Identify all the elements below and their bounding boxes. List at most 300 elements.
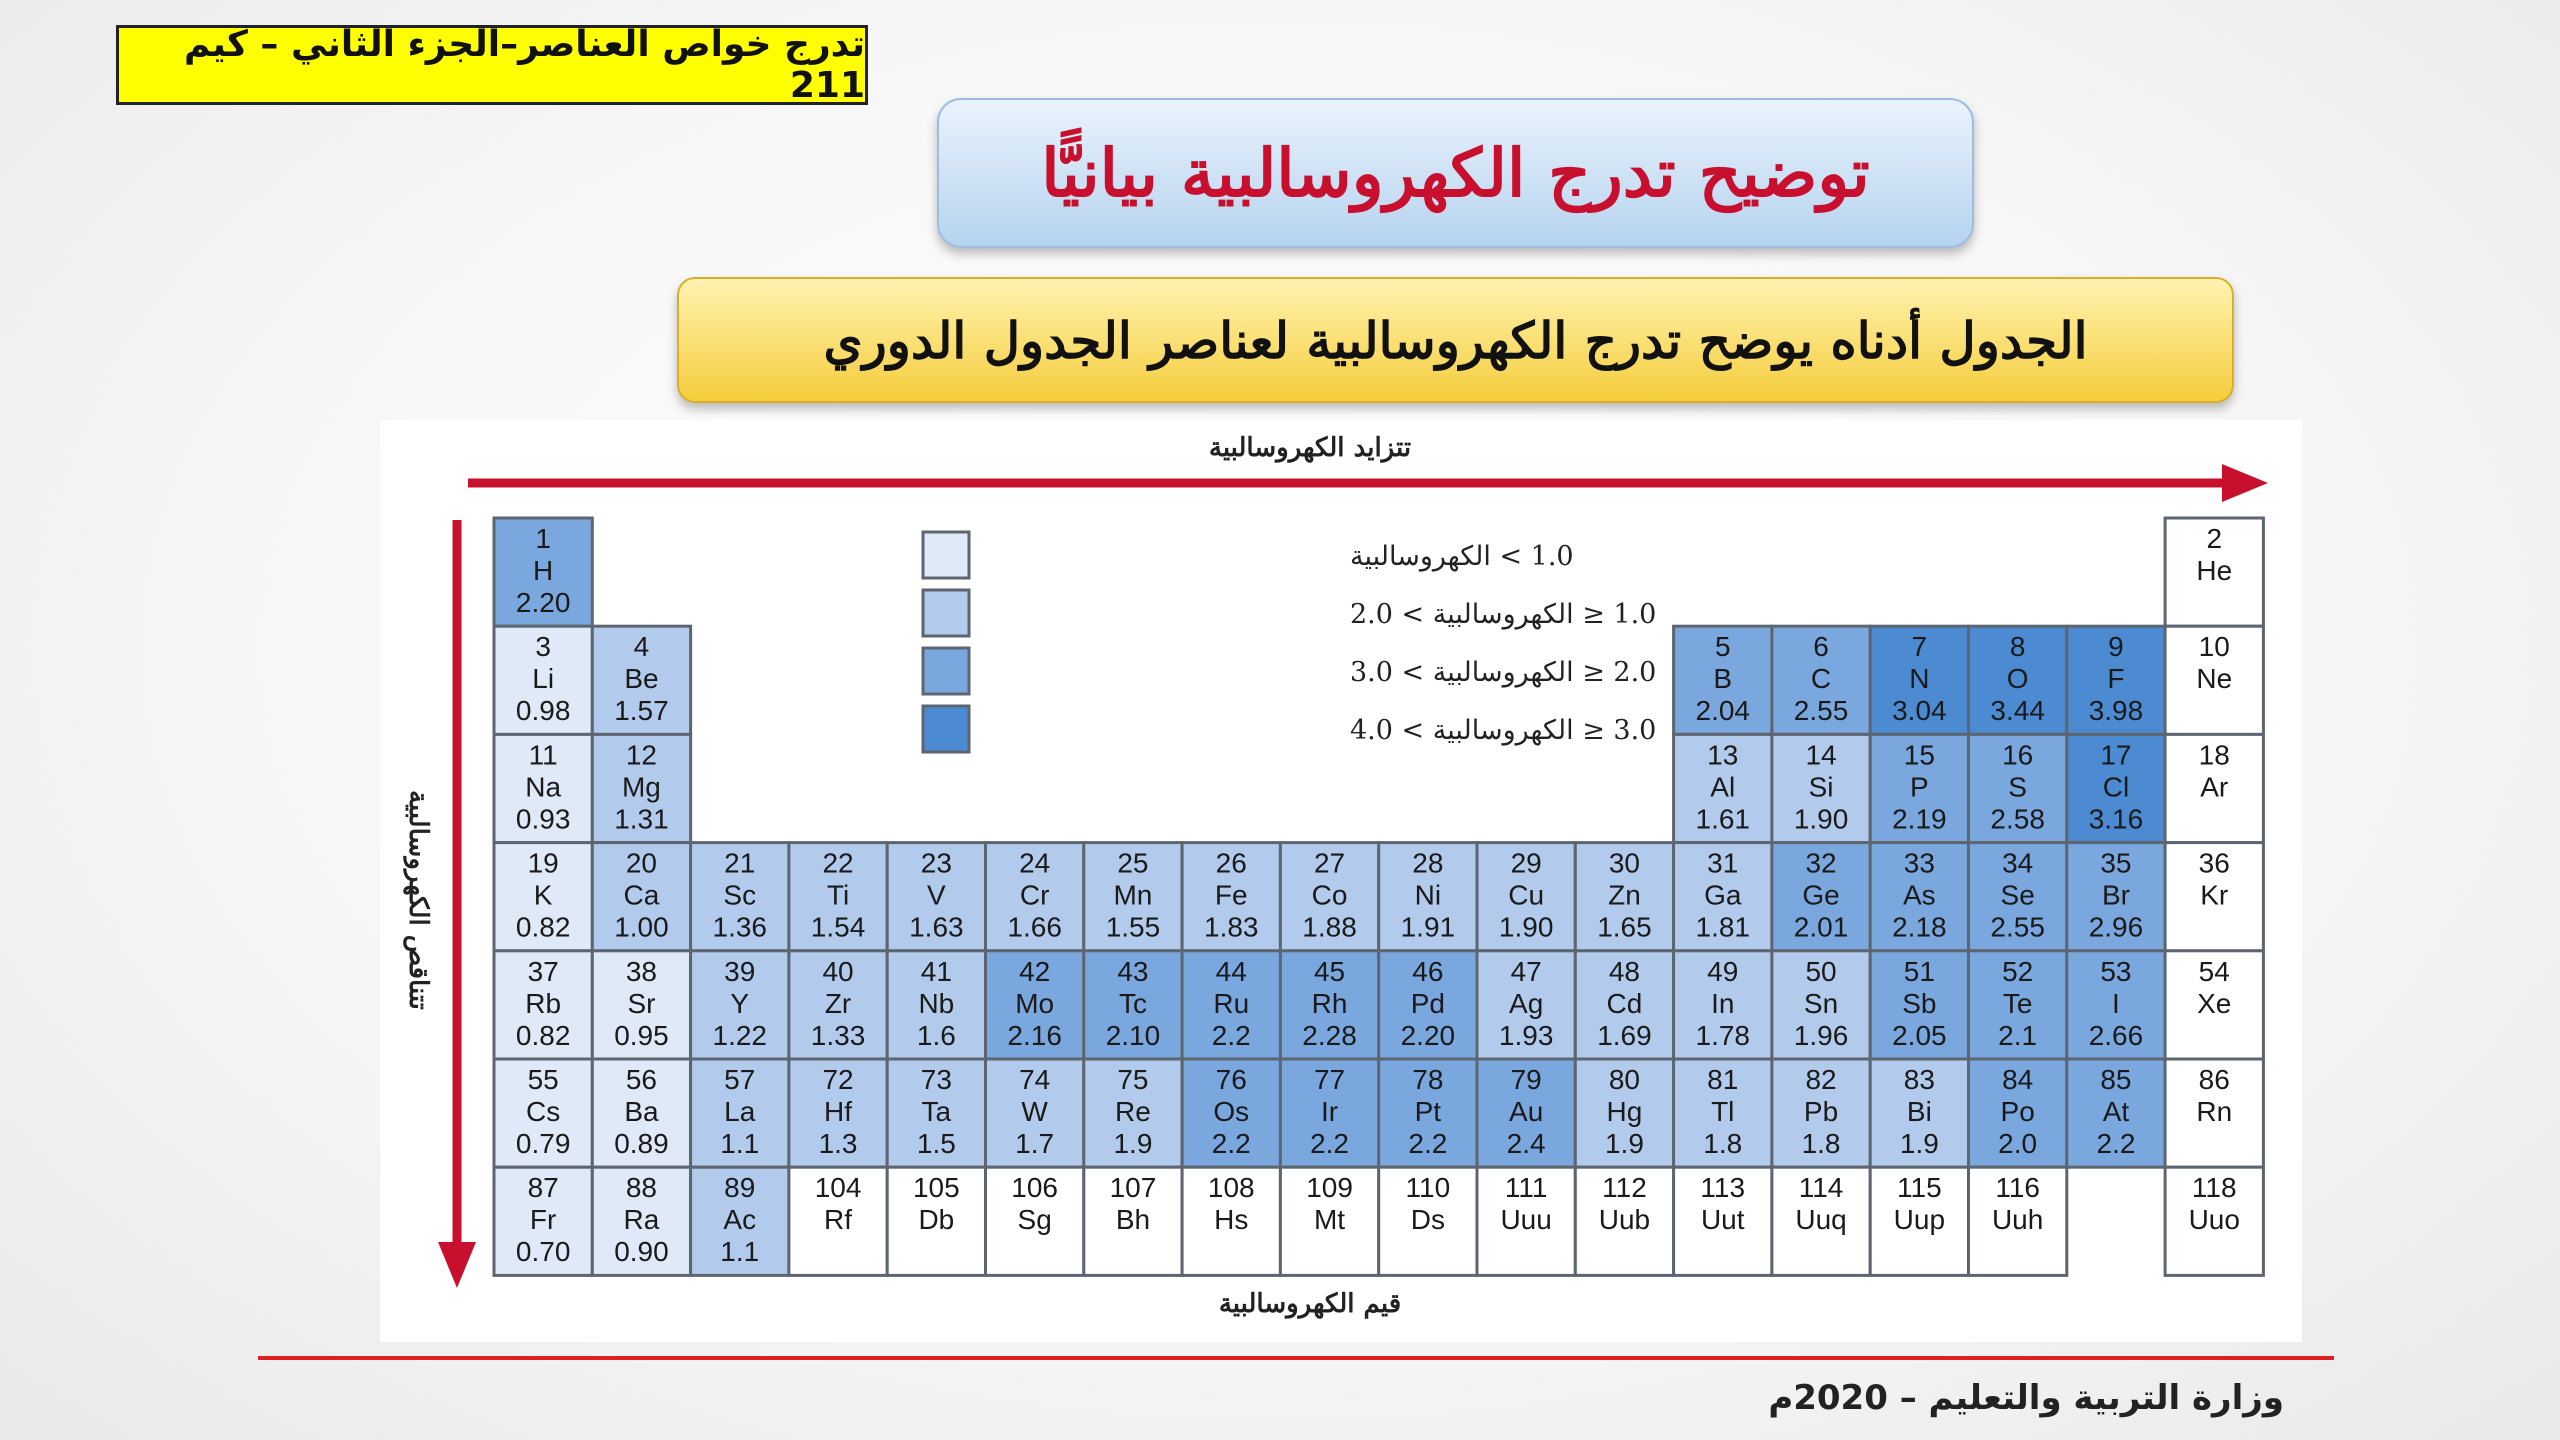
atomic-number: 5 bbox=[1714, 631, 1731, 663]
element-symbol: Uuo bbox=[2188, 1204, 2240, 1236]
electronegativity-value: 1.31 bbox=[614, 803, 669, 835]
element-symbol: Ga bbox=[1704, 879, 1742, 911]
element-symbol: Mg bbox=[621, 771, 661, 803]
element-cell-zr bbox=[789, 951, 887, 1059]
element-symbol: Te bbox=[2002, 987, 2033, 1019]
atomic-number: 72 bbox=[822, 1064, 854, 1095]
atomic-number: 74 bbox=[1019, 1064, 1051, 1095]
element-symbol: Fe bbox=[1214, 879, 1248, 911]
atomic-number: 82 bbox=[1805, 1064, 1837, 1095]
atomic-number: 17 bbox=[2100, 739, 2132, 771]
atomic-number: 115 bbox=[1897, 1172, 1942, 1204]
footer-divider bbox=[258, 1356, 2334, 1360]
course-tag: تدرج خواص العناصر–الجزء الثاني – كيم 211 bbox=[116, 25, 868, 105]
element-cell-hs bbox=[1182, 1167, 1280, 1275]
element-cell-sg bbox=[986, 1167, 1084, 1275]
element-cell-pb bbox=[1772, 1059, 1870, 1167]
electronegativity-value: 1.6 bbox=[916, 1019, 956, 1051]
electronegativity-value: 1.9 bbox=[1604, 1128, 1644, 1159]
element-cell-uuu bbox=[1477, 1167, 1575, 1275]
electronegativity-value: 3.44 bbox=[1990, 695, 2045, 727]
electronegativity-value: 1.7 bbox=[1015, 1128, 1055, 1159]
element-symbol: Mn bbox=[1113, 879, 1153, 911]
element-symbol: Br bbox=[2101, 879, 2130, 911]
element-symbol: Ne bbox=[2196, 663, 2233, 695]
element-symbol: Xe bbox=[2197, 987, 2232, 1019]
element-cell-h bbox=[494, 518, 592, 626]
atomic-number: 8 bbox=[2009, 631, 2026, 663]
electronegativity-value: 2.2 bbox=[1408, 1128, 1448, 1159]
element-cell-uuq bbox=[1772, 1167, 1870, 1275]
atomic-number: 21 bbox=[724, 847, 756, 879]
legend-swatch-1 bbox=[923, 532, 969, 578]
element-cell-zn bbox=[1575, 843, 1673, 951]
electronegativity-value: 2.10 bbox=[1105, 1019, 1161, 1051]
atomic-number: 52 bbox=[2002, 955, 2034, 987]
element-symbol: Bi bbox=[1906, 1096, 1932, 1127]
element-cell-cl bbox=[2067, 734, 2165, 842]
element-symbol: At bbox=[2102, 1096, 2130, 1127]
atomic-number: 43 bbox=[1117, 955, 1149, 987]
legend-label-3: 2.0 ≤ الكهروسالبية > 3.0 bbox=[1350, 657, 1657, 688]
element-cell-sn bbox=[1772, 951, 1870, 1059]
electronegativity-value: 3.16 bbox=[2088, 803, 2144, 835]
element-cell-k bbox=[494, 843, 592, 951]
element-cell-sc bbox=[691, 843, 789, 951]
atomic-number: 23 bbox=[920, 847, 952, 879]
atomic-number: 47 bbox=[1510, 955, 1542, 987]
element-cell-s bbox=[1969, 734, 2067, 842]
element-cell-si bbox=[1772, 734, 1870, 842]
element-symbol: Db bbox=[918, 1204, 955, 1236]
atomic-number: 18 bbox=[2198, 739, 2230, 771]
electronegativity-value: 3.04 bbox=[1892, 695, 1947, 727]
element-cell-ru bbox=[1182, 951, 1280, 1059]
atomic-number: 15 bbox=[1903, 739, 1935, 771]
atomic-number: 48 bbox=[1608, 955, 1641, 987]
element-symbol: Uuq bbox=[1795, 1204, 1847, 1236]
element-cell-rb bbox=[494, 951, 592, 1059]
element-symbol: Bh bbox=[1115, 1204, 1151, 1236]
element-cell-bi bbox=[1870, 1059, 1968, 1167]
atomic-number: 106 bbox=[1011, 1172, 1059, 1204]
element-symbol: Rf bbox=[824, 1204, 853, 1236]
atomic-number: 114 bbox=[1798, 1172, 1844, 1204]
atomic-number: 56 bbox=[625, 1064, 658, 1095]
element-symbol: Ru bbox=[1213, 987, 1250, 1019]
element-cell-br bbox=[2067, 843, 2165, 951]
electronegativity-value: 2.05 bbox=[1892, 1019, 1947, 1051]
element-symbol: Uuh bbox=[1991, 1204, 2044, 1236]
decrease-arrow-head bbox=[438, 1242, 476, 1288]
element-cell-uub bbox=[1575, 1167, 1673, 1275]
electronegativity-value: 2.04 bbox=[1695, 695, 1750, 727]
element-symbol: Au bbox=[1509, 1096, 1544, 1127]
element-symbol: He bbox=[2196, 555, 2233, 586]
atomic-number: 55 bbox=[527, 1064, 559, 1095]
atomic-number: 33 bbox=[1903, 847, 1935, 879]
atomic-number: 37 bbox=[527, 955, 559, 987]
element-symbol: Po bbox=[2000, 1096, 2035, 1127]
atomic-number: 78 bbox=[1412, 1064, 1444, 1095]
element-symbol: Mt bbox=[1313, 1204, 1346, 1236]
atomic-number: 38 bbox=[625, 955, 658, 987]
element-cell-rn bbox=[2165, 1059, 2263, 1167]
electronegativity-value: 1.96 bbox=[1793, 1019, 1849, 1051]
electronegativity-value: 1.9 bbox=[1899, 1128, 1939, 1159]
atomic-number: 73 bbox=[920, 1064, 952, 1095]
footer-text: وزارة التربية والتعليم – 2020م bbox=[1768, 1378, 2284, 1418]
electronegativity-value: 2.01 bbox=[1793, 911, 1849, 943]
electronegativity-value: 1.90 bbox=[1498, 911, 1554, 943]
element-cells bbox=[494, 518, 2263, 1275]
atomic-number: 26 bbox=[1215, 847, 1247, 879]
element-symbol: F bbox=[2107, 663, 2125, 695]
atomic-number: 76 bbox=[1215, 1064, 1247, 1095]
atomic-number: 51 bbox=[1903, 955, 1935, 987]
atomic-number: 4 bbox=[633, 631, 650, 663]
atomic-number: 110 bbox=[1405, 1172, 1451, 1204]
element-symbol: Ir bbox=[1320, 1096, 1339, 1127]
element-cell-uuo bbox=[2165, 1167, 2263, 1275]
electronegativity-value: 0.89 bbox=[614, 1128, 669, 1159]
element-cell-p bbox=[1870, 734, 1968, 842]
atomic-number: 30 bbox=[1608, 847, 1641, 879]
element-symbol: Ti bbox=[826, 879, 850, 911]
atomic-number: 20 bbox=[625, 847, 658, 879]
element-cell-he bbox=[2165, 518, 2263, 626]
atomic-number: 28 bbox=[1412, 847, 1444, 879]
electronegativity-value: 1.36 bbox=[712, 911, 767, 943]
element-cell-rh bbox=[1280, 951, 1378, 1059]
element-cell-be bbox=[592, 626, 690, 734]
electronegativity-value: 1.8 bbox=[1801, 1128, 1841, 1159]
element-cell-hf bbox=[789, 1059, 887, 1167]
element-cell-uut bbox=[1674, 1167, 1772, 1275]
element-symbol: V bbox=[927, 879, 946, 911]
element-symbol: Sg bbox=[1017, 1204, 1052, 1236]
element-cell-ta bbox=[887, 1059, 985, 1167]
element-symbol: Fr bbox=[529, 1204, 557, 1236]
element-symbol: Kr bbox=[2200, 879, 2229, 911]
atomic-number: 10 bbox=[2198, 631, 2230, 663]
element-cell-li bbox=[494, 626, 592, 734]
element-symbol: K bbox=[533, 879, 553, 911]
element-cell-uup bbox=[1870, 1167, 1968, 1275]
atomic-number: 111 bbox=[1504, 1172, 1548, 1204]
atomic-number: 27 bbox=[1313, 847, 1346, 879]
electronegativity-value: 2.55 bbox=[1793, 695, 1849, 727]
atomic-number: 46 bbox=[1412, 955, 1444, 987]
atomic-number: 50 bbox=[1805, 955, 1837, 987]
electronegativity-value: 2.1 bbox=[1998, 1019, 2038, 1051]
element-cell-n bbox=[1870, 626, 1968, 734]
element-symbol: Ta bbox=[921, 1096, 952, 1127]
element-symbol: Cd bbox=[1606, 987, 1643, 1019]
element-symbol: Pb bbox=[1803, 1096, 1839, 1127]
periodic-table-card bbox=[380, 420, 2302, 1342]
element-symbol: Ds bbox=[1410, 1204, 1445, 1236]
element-symbol: Uut bbox=[1700, 1204, 1745, 1236]
legend-swatch-3 bbox=[923, 648, 969, 694]
legend-label-4: 3.0 ≤ الكهروسالبية > 4.0 bbox=[1350, 715, 1657, 746]
atomic-number: 11 bbox=[528, 739, 558, 771]
element-cell-cu bbox=[1477, 843, 1575, 951]
atomic-number: 40 bbox=[822, 955, 854, 987]
atomic-number: 89 bbox=[724, 1172, 756, 1204]
legend-label-2: 1.0 ≤ الكهروسالبية > 2.0 bbox=[1350, 599, 1657, 630]
electronegativity-value: 1.8 bbox=[1703, 1128, 1743, 1159]
electronegativity-value: 1.00 bbox=[614, 911, 669, 943]
element-cell-ds bbox=[1379, 1167, 1477, 1275]
atomic-number: 86 bbox=[2198, 1064, 2230, 1095]
element-symbol: Re bbox=[1115, 1096, 1151, 1127]
element-symbol: H bbox=[533, 555, 554, 586]
atomic-number: 84 bbox=[2002, 1064, 2034, 1095]
atomic-number: 54 bbox=[2198, 955, 2230, 987]
electronegativity-value: 2.18 bbox=[1892, 911, 1947, 943]
element-symbol: Rb bbox=[525, 987, 562, 1019]
element-cell-mn bbox=[1084, 843, 1182, 951]
element-cell-ne bbox=[2165, 626, 2263, 734]
electronegativity-value: 2.96 bbox=[2088, 911, 2144, 943]
atomic-number: 79 bbox=[1510, 1064, 1542, 1095]
electronegativity-value: 2.55 bbox=[1990, 911, 2045, 943]
electronegativity-value: 0.82 bbox=[515, 911, 571, 943]
electronegativity-value: 2.0 bbox=[1998, 1128, 2038, 1159]
element-symbol: Sn bbox=[1803, 987, 1839, 1019]
atomic-number: 12 bbox=[625, 739, 658, 771]
atomic-number: 36 bbox=[2198, 847, 2230, 879]
element-cell-mo bbox=[986, 951, 1084, 1059]
bottom-label: قيم الكهروسالبية bbox=[1218, 1289, 1402, 1319]
element-cell-cd bbox=[1575, 951, 1673, 1059]
main-title: توضيح تدرج الكهروسالبية بيانيًّا bbox=[937, 98, 1974, 248]
electronegativity-value: 1.83 bbox=[1204, 911, 1259, 943]
element-cell-fe bbox=[1182, 843, 1280, 951]
atomic-number: 2 bbox=[2206, 523, 2223, 554]
element-cell-ba bbox=[592, 1059, 690, 1167]
element-cell-o bbox=[1969, 626, 2067, 734]
atomic-number: 14 bbox=[1805, 739, 1837, 771]
element-cell-rf bbox=[789, 1167, 887, 1275]
element-cell-sr bbox=[592, 951, 690, 1059]
electronegativity-value: 0.93 bbox=[515, 803, 571, 835]
electronegativity-value: 1.22 bbox=[712, 1019, 767, 1051]
atomic-number: 44 bbox=[1215, 955, 1247, 987]
atomic-number: 104 bbox=[814, 1172, 862, 1204]
atomic-number: 49 bbox=[1707, 955, 1739, 987]
electronegativity-value: 2.2 bbox=[1310, 1128, 1350, 1159]
element-symbol: Cs bbox=[526, 1096, 561, 1127]
element-cell-mg bbox=[592, 734, 690, 842]
element-symbol: La bbox=[724, 1096, 756, 1127]
element-symbol: O bbox=[2006, 663, 2029, 695]
electronegativity-value: 0.79 bbox=[515, 1128, 571, 1159]
element-cell-po bbox=[1969, 1059, 2067, 1167]
element-cell-co bbox=[1280, 843, 1378, 951]
element-symbol: Hf bbox=[824, 1096, 853, 1127]
element-cell-bh bbox=[1084, 1167, 1182, 1275]
atomic-number: 88 bbox=[625, 1172, 658, 1204]
element-symbol: Co bbox=[1311, 879, 1348, 911]
element-symbol: As bbox=[1903, 879, 1936, 911]
atomic-number: 83 bbox=[1903, 1064, 1935, 1095]
element-cell-c bbox=[1772, 626, 1870, 734]
electronegativity-value: 2.20 bbox=[515, 587, 571, 618]
element-cell-ni bbox=[1379, 843, 1477, 951]
electronegativity-value: 1.1 bbox=[720, 1128, 760, 1159]
element-symbol: Uuu bbox=[1500, 1204, 1552, 1236]
atomic-number: 39 bbox=[724, 955, 756, 987]
element-symbol: Uup bbox=[1893, 1204, 1946, 1236]
element-symbol: Zn bbox=[1608, 879, 1641, 911]
periodic-table-figure bbox=[380, 420, 2302, 1342]
electronegativity-value: 1.55 bbox=[1105, 911, 1161, 943]
electronegativity-value: 2.66 bbox=[2088, 1019, 2144, 1051]
element-symbol: Hs bbox=[1214, 1204, 1249, 1236]
element-cell-al bbox=[1674, 734, 1772, 842]
element-cell-f bbox=[2067, 626, 2165, 734]
element-cell-ac bbox=[691, 1167, 789, 1275]
atomic-number: 116 bbox=[1995, 1172, 2040, 1204]
element-cell-te bbox=[1969, 951, 2067, 1059]
element-symbol: C bbox=[1810, 663, 1832, 695]
legend-label-1: 1.0 > الكهروسالبية bbox=[1350, 541, 1574, 572]
atomic-number: 35 bbox=[2100, 847, 2132, 879]
electronegativity-value: 1.93 bbox=[1498, 1019, 1554, 1051]
element-symbol: Be bbox=[624, 663, 659, 695]
atomic-number: 112 bbox=[1602, 1172, 1647, 1204]
element-cell-sb bbox=[1870, 951, 1968, 1059]
element-cell-ge bbox=[1772, 843, 1870, 951]
atomic-number: 6 bbox=[1813, 631, 1829, 663]
atomic-number: 81 bbox=[1707, 1064, 1739, 1095]
electronegativity-value: 1.57 bbox=[614, 695, 669, 727]
element-symbol: Na bbox=[525, 771, 562, 803]
electronegativity-value: 2.20 bbox=[1400, 1019, 1456, 1051]
element-symbol: Cr bbox=[1019, 879, 1050, 911]
electronegativity-value: 1.78 bbox=[1695, 1019, 1750, 1051]
atomic-number: 7 bbox=[1911, 631, 1928, 663]
element-cell-cs bbox=[494, 1059, 592, 1167]
electronegativity-value: 2.2 bbox=[1211, 1128, 1251, 1159]
element-cell-in bbox=[1674, 951, 1772, 1059]
side-arrow-label: تتناقص الكهروسالبية bbox=[403, 790, 433, 1010]
electronegativity-value: 1.69 bbox=[1597, 1019, 1652, 1051]
element-cell-ag bbox=[1477, 951, 1575, 1059]
atomic-number: 13 bbox=[1707, 739, 1739, 771]
electronegativity-value: 1.66 bbox=[1007, 911, 1062, 943]
element-symbol: B bbox=[1713, 663, 1733, 695]
electronegativity-value: 1.88 bbox=[1302, 911, 1357, 943]
element-cell-xe bbox=[2165, 951, 2263, 1059]
element-cell-ca bbox=[592, 843, 690, 951]
electronegativity-value: 1.5 bbox=[916, 1128, 956, 1159]
atomic-number: 85 bbox=[2100, 1064, 2132, 1095]
electronegativity-value: 1.90 bbox=[1793, 803, 1849, 835]
element-cell-v bbox=[887, 843, 985, 951]
element-cell-hg bbox=[1575, 1059, 1673, 1167]
element-cell-kr bbox=[2165, 843, 2263, 951]
electronegativity-value: 1.81 bbox=[1695, 911, 1750, 943]
atomic-number: 1 bbox=[535, 523, 551, 554]
atomic-number: 87 bbox=[527, 1172, 559, 1204]
element-cell-db bbox=[887, 1167, 985, 1275]
element-cell-w bbox=[986, 1059, 1084, 1167]
atomic-number: 108 bbox=[1207, 1172, 1255, 1204]
element-symbol: S bbox=[2008, 771, 2027, 803]
electronegativity-value: 2.28 bbox=[1302, 1019, 1357, 1051]
element-symbol: I bbox=[2112, 987, 2120, 1019]
element-symbol: Zr bbox=[824, 987, 852, 1019]
increase-arrow-head bbox=[2222, 464, 2268, 502]
electronegativity-value: 1.33 bbox=[810, 1019, 866, 1051]
element-cell-pt bbox=[1379, 1059, 1477, 1167]
element-cell-ir bbox=[1280, 1059, 1378, 1167]
element-cell-y bbox=[691, 951, 789, 1059]
legend-swatch-4 bbox=[923, 706, 969, 752]
element-symbol: Tl bbox=[1711, 1096, 1735, 1127]
atomic-number: 42 bbox=[1019, 955, 1051, 987]
element-symbol: Ca bbox=[623, 879, 660, 911]
element-symbol: Uub bbox=[1598, 1204, 1651, 1236]
element-symbol: Ba bbox=[624, 1096, 659, 1127]
atomic-number: 25 bbox=[1117, 847, 1149, 879]
atomic-number: 34 bbox=[2002, 847, 2034, 879]
atomic-number: 3 bbox=[535, 631, 551, 663]
electronegativity-value: 0.98 bbox=[515, 695, 571, 727]
electronegativity-value: 0.90 bbox=[614, 1236, 669, 1268]
subtitle-banner: الجدول أدناه يوضح تدرج الكهروسالبية لعناصر الجدول الدوري bbox=[677, 277, 2234, 403]
atomic-number: 118 bbox=[2191, 1172, 2237, 1204]
element-cell-at bbox=[2067, 1059, 2165, 1167]
element-symbol: Se bbox=[2000, 879, 2035, 911]
electronegativity-value: 0.82 bbox=[515, 1019, 571, 1051]
atomic-number: 80 bbox=[1608, 1064, 1641, 1095]
atomic-number: 53 bbox=[2100, 955, 2132, 987]
legend bbox=[923, 532, 1656, 752]
atomic-number: 32 bbox=[1805, 847, 1837, 879]
electronegativity-value: 1.63 bbox=[909, 911, 964, 943]
element-symbol: Rh bbox=[1311, 987, 1348, 1019]
element-symbol: Ra bbox=[623, 1204, 660, 1236]
element-symbol: W bbox=[1021, 1096, 1048, 1127]
element-symbol: Tc bbox=[1118, 987, 1147, 1019]
element-cell-b bbox=[1674, 626, 1772, 734]
element-cell-ra bbox=[592, 1167, 690, 1275]
element-cell-nb bbox=[887, 951, 985, 1059]
electronegativity-value: 1.65 bbox=[1597, 911, 1652, 943]
element-cell-mt bbox=[1280, 1167, 1378, 1275]
element-cell-tl bbox=[1674, 1059, 1772, 1167]
atomic-number: 22 bbox=[822, 847, 854, 879]
electronegativity-value: 1.54 bbox=[810, 911, 866, 943]
electronegativity-value: 3.98 bbox=[2088, 695, 2144, 727]
element-cell-ar bbox=[2165, 734, 2263, 842]
electronegativity-value: 0.95 bbox=[614, 1019, 669, 1051]
element-cell-ti bbox=[789, 843, 887, 951]
electronegativity-value: 2.4 bbox=[1506, 1128, 1546, 1159]
element-cell-na bbox=[494, 734, 592, 842]
atomic-number: 41 bbox=[920, 955, 952, 987]
element-cell-la bbox=[691, 1059, 789, 1167]
electronegativity-value: 0.70 bbox=[515, 1236, 571, 1268]
element-symbol: Sr bbox=[627, 987, 656, 1019]
element-symbol: Pd bbox=[1410, 987, 1445, 1019]
element-symbol: Ag bbox=[1509, 987, 1544, 1019]
atomic-number: 77 bbox=[1313, 1064, 1346, 1095]
